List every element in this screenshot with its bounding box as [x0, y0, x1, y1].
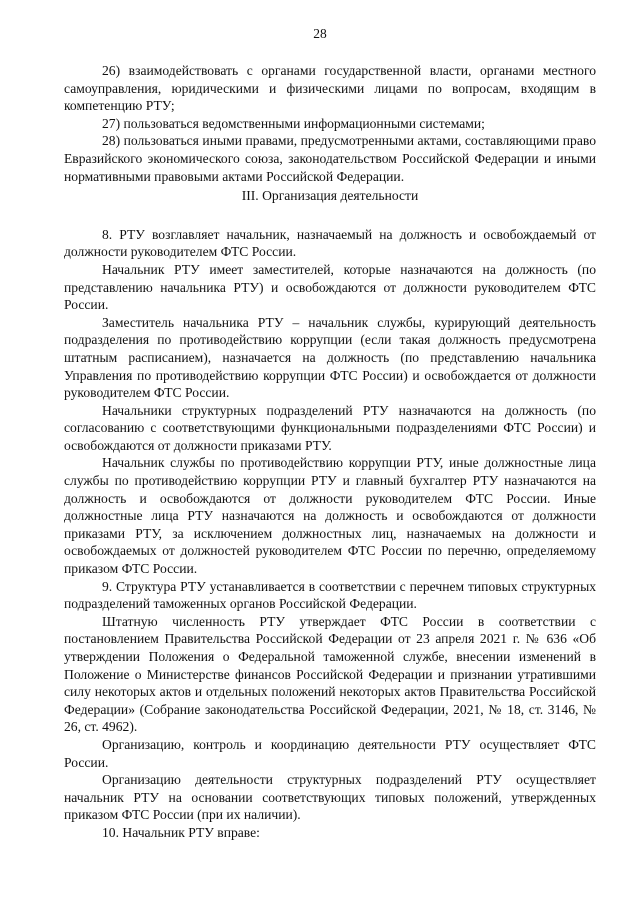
paragraph-coordination: Организацию, контроль и координацию деятельности РТУ осуществляет ФТС России. — [64, 736, 596, 770]
paragraph-clause-9: 9. Структура РТУ устанавливается в соответствии с перечнем типовых структурных подразделений таможенных органов Российской Федерации. — [64, 578, 596, 612]
document-body — [64, 62, 596, 842]
page-number: 28 — [313, 26, 327, 41]
paragraph-item-28: 28) пользоваться иными правами, предусмотренными актами, составляющими право Евразийского экономического союза, законодательством Российской Федерации и иными нормативными правовыми актами Российской Федерации. — [64, 133, 596, 184]
paragraph-deputy-anticorruption: Заместитель начальника РТУ – начальник службы, курирующий деятельность подразделения по противодействию коррупции (если такая должность предусмотрена штатным расписанием), назначается на должность (по представлению начальника Управления по противодействию коррупции ФТС России) и освобождается от должности руководителем ФТС России. — [64, 314, 596, 401]
paragraph-anticorruption-officials: Начальник службы по противодействию коррупции РТУ, иные должностные лица службы по противодействию коррупции РТУ и главный бухгалтер РТУ назначаются на должность и освобождаются от должности руководителем ФТС России. Иные должностные лица РТУ назначаются на должность и освобождаются от должности приказами РТУ, за исключением должностных лиц, назначаемых на должности и освобождаемых от должностей руководителем ФТС России по перечню, определяемому приказом ФТС России. — [64, 455, 596, 577]
paragraph-deputies: Начальник РТУ имеет заместителей, которые назначаются на должность (по представлению начальника РТУ) и освобождаются от должности руководителем ФТС России. — [64, 261, 596, 313]
section-heading: III. Организация деятельности — [241, 188, 419, 204]
paragraph-unit-organization: Организацию деятельности структурных подразделений РТУ осуществляет начальник РТУ на основании соответствующих типовых положений, утвержденных приказом ФТС России (при их наличии). — [64, 772, 596, 823]
paragraph-clause-10: 10. Начальник РТУ вправе: — [102, 824, 260, 840]
paragraph-clause-8: 8. РТУ возглавляет начальник, назначаемый на должность и освобождаемый от должности руководителем ФТС России. — [64, 226, 596, 260]
paragraph-item-26: 26) взаимодействовать с органами государственной власти, органами местного самоуправления, юридическими и физическими лицами по вопросам, входящим в компетенцию РТУ; — [64, 63, 596, 114]
paragraph-item-27: 27) пользоваться ведомственными информационными системами; — [102, 115, 485, 131]
paragraph-staffing: Штатную численность РТУ утверждает ФТС России в соответствии с постановлением Правительства Российской Федерации от 23 апреля 2021 г. № 636 «Об утверждении Положения о Федеральной таможенной службе, внесении изменений в Положение о Министерстве финансов Российской Федерации и признании утратившими силу некоторых актов и отдельных положений некоторых актов Правительства Российской Федерации» (Собрание законодательства Российской Федерации, 2021, № 18, ст. 3146, № 26, ст. 4962). — [64, 613, 596, 735]
paragraph-unit-heads: Начальники структурных подразделений РТУ назначаются на должность (по согласованию с соответствующими функциональными подразделениями ФТС России) и освобождаются от должности приказами РТУ. — [64, 402, 596, 453]
